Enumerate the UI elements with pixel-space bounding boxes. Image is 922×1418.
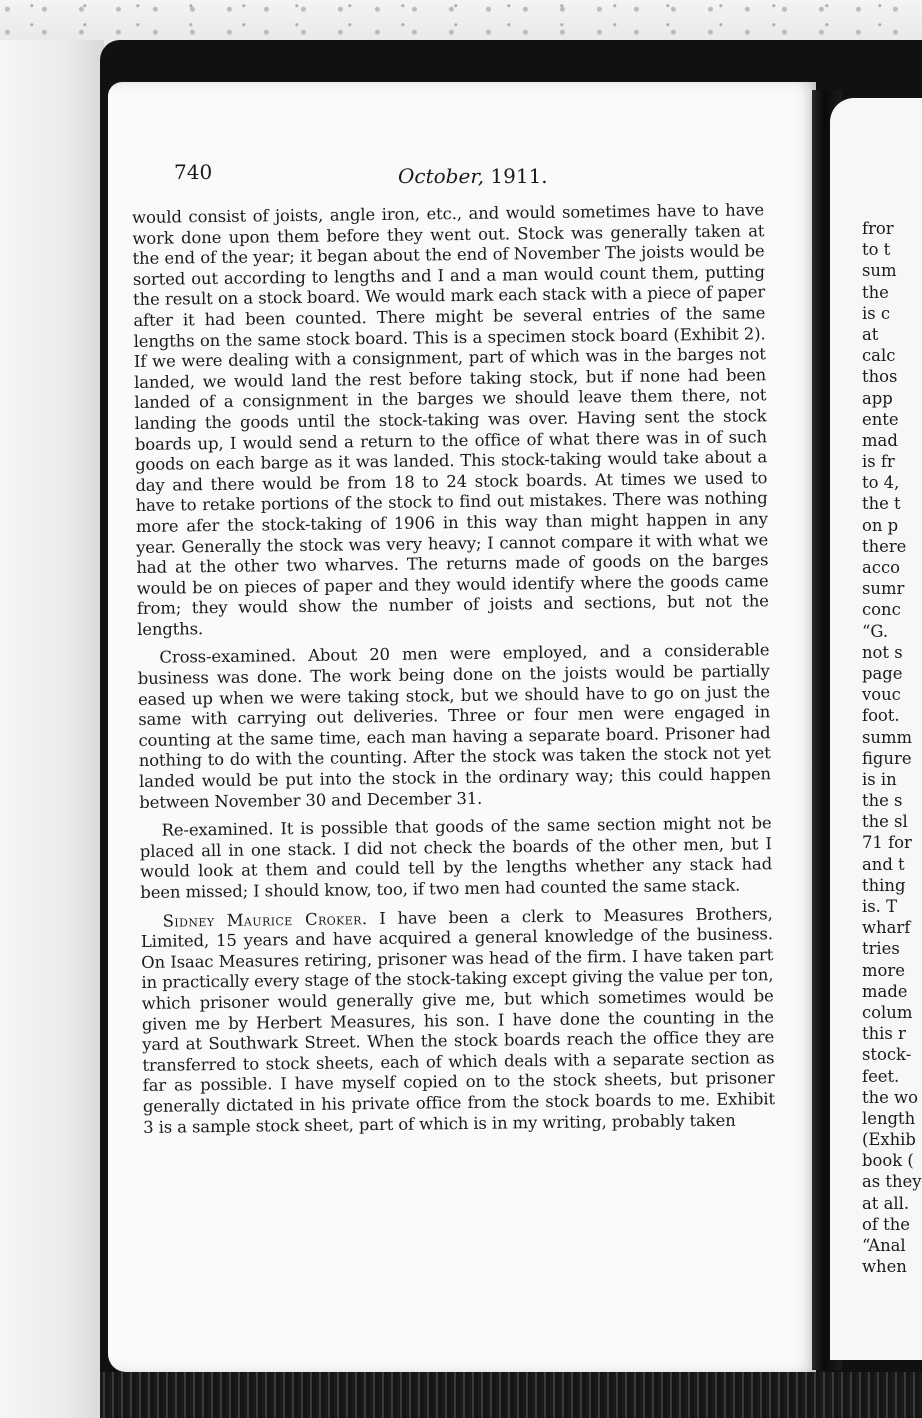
right-page-fragment: as they xyxy=(862,1172,922,1192)
right-page-fragment: thos xyxy=(862,367,898,387)
right-page-fragment: (Exhib xyxy=(862,1130,916,1150)
right-page-fragment: is. T xyxy=(862,897,898,916)
right-page-fragment: the t xyxy=(862,494,901,514)
right-page-fragment: figure xyxy=(862,748,912,768)
right-page-fragment: “Anal xyxy=(862,1236,906,1255)
right-page-fragment: sum xyxy=(862,261,897,281)
right-page-fragment: tries xyxy=(862,939,900,959)
right-page-fragment: is fr xyxy=(862,452,895,472)
right-page-fragment: thing xyxy=(862,875,906,895)
right-page-fragment: when xyxy=(862,1257,907,1277)
right-page-fragment: vouc xyxy=(862,685,901,705)
right-page-fragment: is c xyxy=(862,303,891,323)
right-page-fragment: to 4, xyxy=(862,473,900,493)
right-page-fragment: mad xyxy=(862,430,898,450)
running-header xyxy=(174,160,754,192)
right-page-text-fragments xyxy=(862,218,922,1277)
right-page-fragment: feet. xyxy=(862,1066,900,1086)
right-page-fragment: stock- xyxy=(862,1045,912,1065)
right-page-fragment: on p xyxy=(862,515,899,535)
right-page-fragment: more xyxy=(862,960,905,980)
right-page-fragment: book ( xyxy=(862,1151,914,1171)
right-page-fragment: fror xyxy=(862,219,894,238)
paragraph-continuation: would consist of joists, angle iron, etc., and would sometimes have to have work done upon them before they went out. Stock was generally taken at the end of the year; it began about the end of November The joists would be sorted out according to lengths and I and a man would count them, putting the result on a stock board. We would mark each stack with a piece of paper after it had been counted. There might be several entries of the same lengths on the same stock board. This is a specimen stock board (Exhibit 2). If we were dealing with a consignment, part of which was in the barges not landed, we would land the rest before taking stock, but if none had been landed of a consignment in the barges we should leave them there, not landing the goods until the stock-taking was over. Having sent the stock boards up, I would send a return to the office of what there was in of such goods on each barge as it was landed. This stock-taking would take about a day and there would be from 18 to 24 stock boards. At times we used to have to retake portions of the stock to find out mistakes. There was nothing more afer the stock-taking of 1906 in this way than might happen in any year. Generally the stock was very heavy; I cannot compare it with what we had at the other two wharves. The returns made of goods on the barges would be on pieces of paper and they would identify where the goods came from; they would show the number of joists and sections, but not the lengths. xyxy=(132,200,769,639)
right-page-fragment: and t xyxy=(862,854,905,874)
right-page-fragment: wharf xyxy=(862,918,911,938)
bottom-edge xyxy=(100,1372,922,1418)
right-page-fragment: made xyxy=(862,981,908,1001)
right-page-fragment: is in xyxy=(862,769,897,789)
witness-name: Sidney Maurice Croker. xyxy=(162,908,368,931)
paragraph-cross-examined: Cross-examined. About 20 men were employed, and a considerable business was done. The work being done on the joists would be partially eased up when we were taking stock, but we should have to go on just the same with carrying out deliveries. Three or four men were engaged in counting at the same time, each man having a separate board. Prisoner had nothing to do with the counting. After the stock was taken the stock not yet landed would be put into the stock in the ordinary way; this could happen between November 30 and December 31. xyxy=(137,640,772,812)
right-page-fragment: at xyxy=(862,324,879,344)
right-page-fragment: summ xyxy=(862,727,913,747)
right-page-fragment: there xyxy=(862,536,907,556)
right-page-fragment: colum xyxy=(862,1002,913,1022)
right-page-fragment: this r xyxy=(862,1024,906,1044)
right-page-fragment: page xyxy=(862,663,903,683)
header-year: 1911. xyxy=(490,164,548,188)
right-page-fragment: not s xyxy=(862,642,903,662)
right-page-fragment: the xyxy=(862,282,889,302)
right-page-fragment: app xyxy=(862,388,893,408)
right-page-fragment: conc xyxy=(862,600,901,620)
paragraph-witness-testimony xyxy=(141,904,776,1138)
right-page-fragment: to t xyxy=(862,240,891,260)
right-page-fragment: the s xyxy=(862,791,903,811)
right-page-fragment: length xyxy=(862,1108,916,1128)
page-number: 740 xyxy=(174,160,213,184)
right-page-fragment: the wo xyxy=(862,1087,918,1107)
witness-text: I have been a clerk to Measures Brothers, Limited, 15 years and have acquired a general knowledge of the business. On Isaac Measures retiring, prisoner was head of the firm. I have taken part in practically every stage of the stock-taking except giving the value per ton, which prisoner would generally give me, but which sometimes would be given me by Herbert Measures, his son. I have done the counting in the yard at Southwark Street. When the stock boards reach the office they are transferred to stock sheets, each of which deals with a separate section as far as possible. I have myself copied on to the stock sheets, but prisoner generally dictated in his private office from the stock boards to me. Exhibit 3 is a sample stock sheet, part of which is in my writing, probably taken xyxy=(140,903,776,1137)
right-page-fragment: acco xyxy=(862,558,900,577)
left-scan-margin xyxy=(0,40,104,1418)
right-page-fragment: 71 for xyxy=(862,833,912,853)
right-page-fragment: sumr xyxy=(862,579,905,599)
right-page-fragment: of the xyxy=(862,1214,910,1234)
right-page-fragment: ente xyxy=(862,409,899,429)
body-text xyxy=(132,200,775,1146)
running-title xyxy=(398,164,548,188)
right-page-fragment: foot. xyxy=(862,706,900,726)
right-page-fragment: at all. xyxy=(862,1193,910,1213)
right-page-fragment: the sl xyxy=(862,812,908,832)
right-page-fragment: “G. xyxy=(862,621,889,641)
right-page-fragment: calc xyxy=(862,346,896,366)
header-month: October, xyxy=(398,164,485,188)
paragraph-re-examined: Re-examined. It is possible that goods of the same section might not be placed all in one stack. I did not check the boards of the other men, but I would look at them and could tell by the lengths whether any stack had been missed; I should know, too, if two men had counted the same stack. xyxy=(139,813,773,902)
